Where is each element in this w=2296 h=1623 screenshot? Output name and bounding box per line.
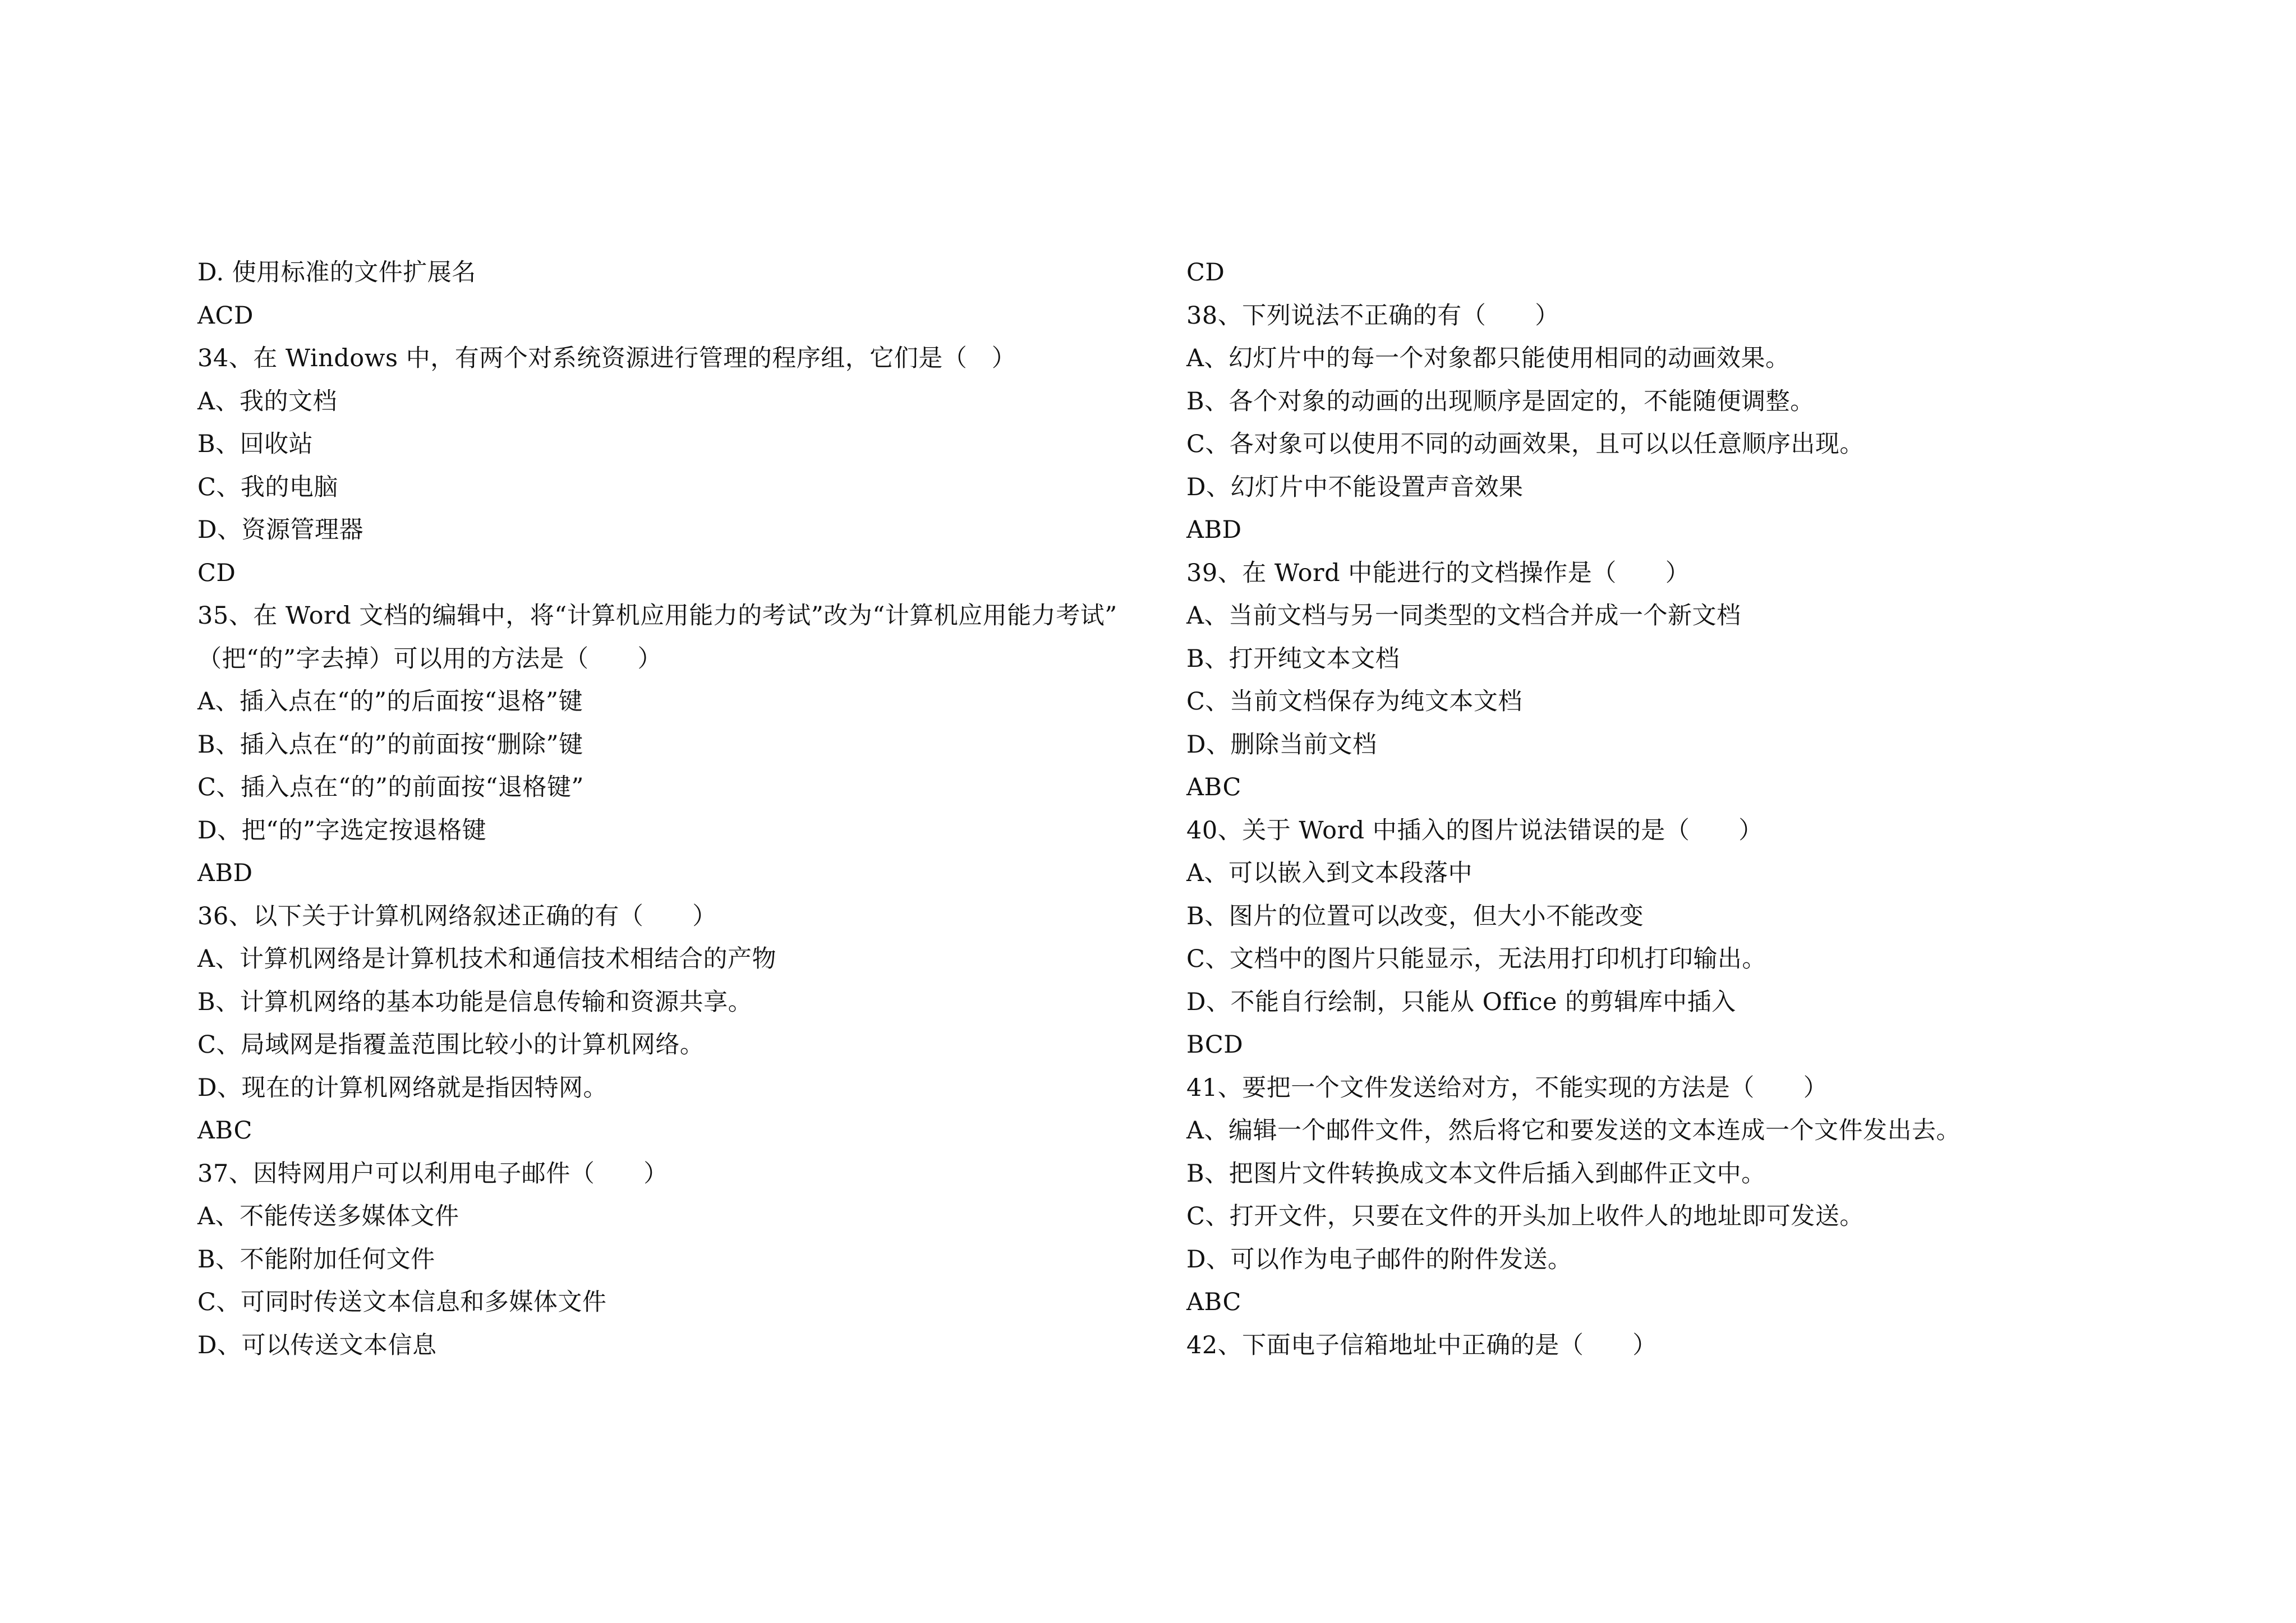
option-line: B、图片的位置可以改变，但大小不能改变 bbox=[1186, 902, 1644, 930]
option-line: B、打开纯文本文档 bbox=[1186, 644, 1400, 673]
option-line: D、可以传送文本信息 bbox=[197, 1331, 437, 1359]
question-36: 36、以下关于计算机网络叙述正确的有（ ） bbox=[197, 902, 717, 930]
option-line: C、我的电脑 bbox=[197, 473, 338, 501]
option-line: D、把“的”字选定按退格键 bbox=[197, 816, 486, 845]
answer-line: CD bbox=[1186, 259, 1225, 287]
answer-line: ABD bbox=[197, 859, 253, 887]
question-37: 37、因特网用户可以利用电子邮件（ ） bbox=[197, 1159, 668, 1188]
option-line: A、编辑一个邮件文件，然后将它和要发送的文本连成一个文件发出去。 bbox=[1186, 1117, 1961, 1145]
option-line: D、可以作为电子邮件的附件发送。 bbox=[1186, 1245, 1572, 1274]
option-line: D、不能自行绘制，只能从 Office 的剪辑库中插入 bbox=[1186, 988, 1736, 1016]
option-line: C、当前文档保存为纯文本文档 bbox=[1186, 688, 1522, 716]
option-line: D、资源管理器 bbox=[197, 516, 364, 544]
option-line: B、不能附加任何文件 bbox=[197, 1245, 435, 1274]
option-line: B、把图片文件转换成文本文件后插入到邮件正文中。 bbox=[1186, 1159, 1766, 1188]
question-35: 35、在 Word 文档的编辑中，将“计算机应用能力的考试”改为“计算机应用能力考试” bbox=[197, 602, 1117, 630]
option-line: C、各对象可以使用不同的动画效果，且可以以任意顺序出现。 bbox=[1186, 430, 1864, 458]
right-column bbox=[1186, 251, 2140, 1367]
answer-line: ACD bbox=[197, 301, 254, 330]
option-line: D、现在的计算机网络就是指因特网。 bbox=[197, 1073, 608, 1102]
option-line: D、幻灯片中不能设置声音效果 bbox=[1186, 473, 1524, 501]
option-line: B、回收站 bbox=[197, 430, 314, 458]
answer-line: ABC bbox=[197, 1117, 252, 1145]
question-41: 41、要把一个文件发送给对方，不能实现的方法是（ ） bbox=[1186, 1073, 1828, 1102]
option-line: D、删除当前文档 bbox=[1186, 730, 1377, 759]
question-42: 42、下面电子信箱地址中正确的是（ ） bbox=[1186, 1331, 1657, 1359]
option-line: C、可同时传送文本信息和多媒体文件 bbox=[197, 1288, 607, 1316]
option-line: C、插入点在“的”的前面按“退格键” bbox=[197, 773, 584, 801]
option-line: B、计算机网络的基本功能是信息传输和资源共享。 bbox=[197, 988, 753, 1016]
answer-line: BCD bbox=[1186, 1031, 1244, 1059]
option-line: C、局域网是指覆盖范围比较小的计算机网络。 bbox=[197, 1031, 705, 1059]
question-34: 34、在 Windows 中，有两个对系统资源进行管理的程序组，它们是（ ） bbox=[197, 344, 1016, 372]
option-line: A、可以嵌入到文本段落中 bbox=[1186, 859, 1473, 887]
question-38: 38、下列说法不正确的有（ ） bbox=[1186, 301, 1559, 330]
answer-line: ABC bbox=[1186, 1288, 1241, 1316]
option-line: C、打开文件，只要在文件的开头加上收件人的地址即可发送。 bbox=[1186, 1202, 1864, 1230]
option-line: A、插入点在“的”的后面按“退格”键 bbox=[197, 688, 583, 716]
question-40: 40、关于 Word 中插入的图片说法错误的是（ ） bbox=[1186, 816, 1763, 845]
option-line: B、插入点在“的”的前面按“删除”键 bbox=[197, 730, 583, 759]
text-line: D. 使用标准的文件扩展名 bbox=[197, 259, 476, 287]
question-39: 39、在 Word 中能进行的文档操作是（ ） bbox=[1186, 559, 1690, 587]
option-line: C、文档中的图片只能显示，无法用打印机打印输出。 bbox=[1186, 945, 1766, 973]
option-line: A、不能传送多媒体文件 bbox=[197, 1202, 459, 1230]
answer-line: ABD bbox=[1186, 516, 1242, 544]
option-line: A、当前文档与另一同类型的文档合并成一个新文档 bbox=[1186, 602, 1741, 630]
option-line: B、各个对象的动画的出现顺序是固定的，不能随便调整。 bbox=[1186, 387, 1815, 416]
option-line: A、幻灯片中的每一个对象都只能使用相同的动画效果。 bbox=[1186, 344, 1790, 372]
option-line: A、计算机网络是计算机技术和通信技术相结合的产物 bbox=[197, 945, 777, 973]
question-35-continued: （把“的”字去掉）可以用的方法是（ ） bbox=[197, 644, 662, 673]
option-line: A、我的文档 bbox=[197, 387, 338, 416]
answer-line: CD bbox=[197, 559, 236, 587]
left-column bbox=[197, 251, 1174, 1367]
answer-line: ABC bbox=[1186, 773, 1241, 801]
